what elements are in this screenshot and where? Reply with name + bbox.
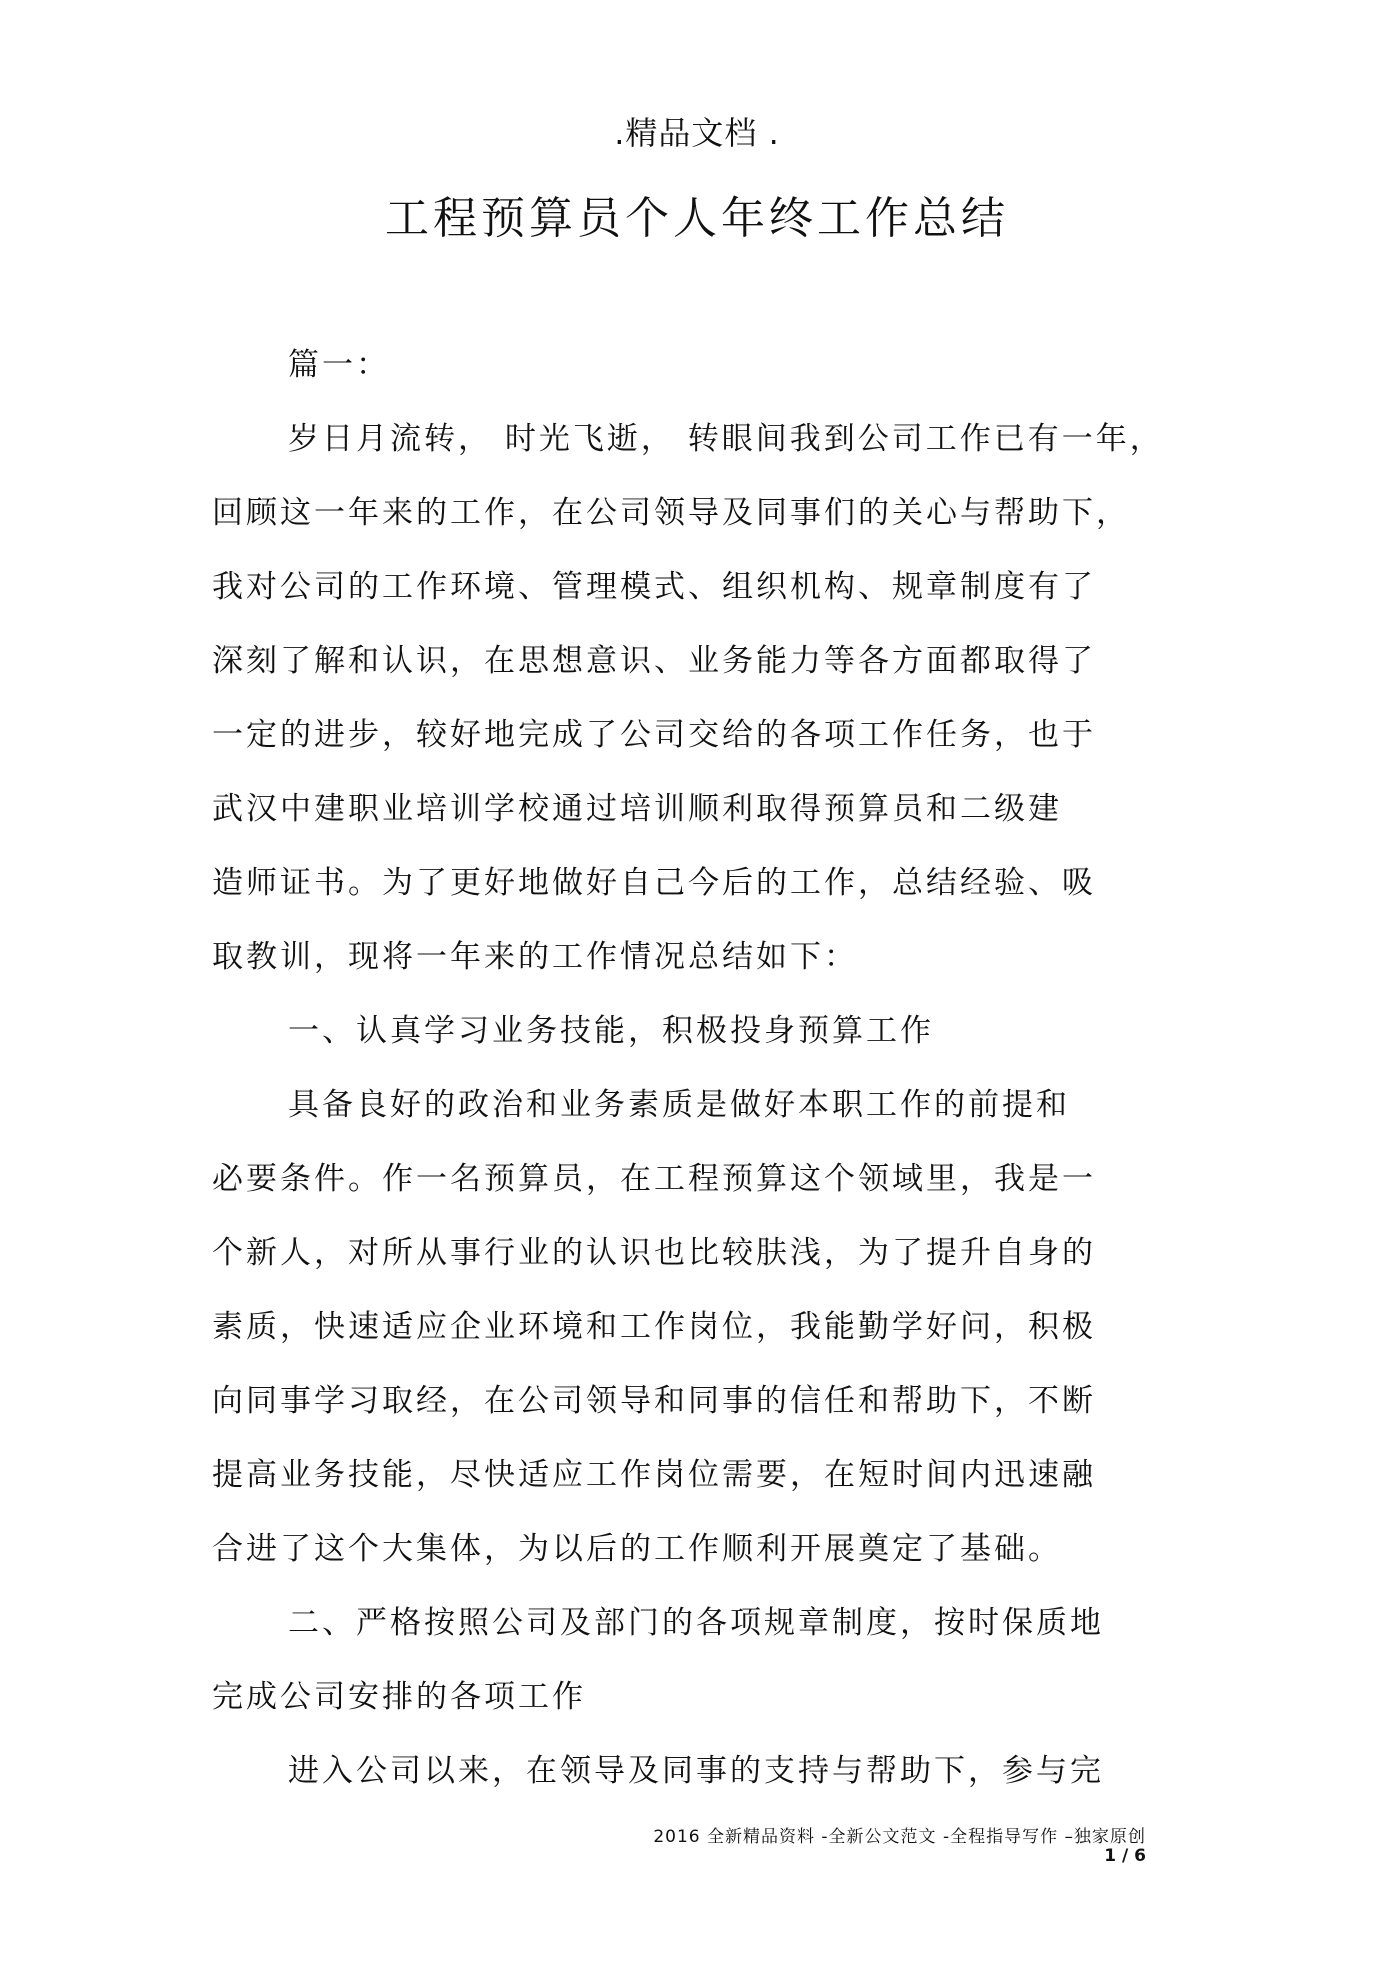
document-header: .精品文档 . (614, 114, 780, 152)
body-line: 取教训，现将一年来的工作情况总结如下： (212, 939, 858, 975)
body-line: 合进了这个大集体，为以后的工作顺利开展奠定了基础。 (212, 1531, 1062, 1567)
body-line: 一、认真学习业务技能，积极投身预算工作 (288, 1013, 934, 1049)
body-line: 个新人，对所从事行业的认识也比较肤浅，为了提升自身的 (212, 1235, 1096, 1271)
page-number: 1 / 6 (1104, 1846, 1146, 1866)
body-line: 素质，快速适应企业环境和工作岗位，我能勤学好问，积极 (212, 1309, 1096, 1345)
body-line: 深刻了解和认识，在思想意识、业务能力等各方面都取得了 (212, 643, 1096, 679)
body-line: 篇一： (288, 347, 390, 383)
body-line: 二、严格按照公司及部门的各项规章制度，按时保质地 (288, 1605, 1104, 1641)
body-line: 一定的进步，较好地完成了公司交给的各项工作任务，也于 (212, 717, 1096, 753)
document-body (212, 328, 1164, 1808)
body-line: 造师证书。为了更好地做好自己今后的工作，总结经验、吸 (212, 865, 1096, 901)
body-line: 岁日月流转， 时光飞逝， 转眼间我到公司工作已有一年， (288, 421, 1164, 457)
body-line: 向同事学习取经，在公司领导和同事的信任和帮助下，不断 (212, 1383, 1096, 1419)
body-line: 进入公司以来，在领导及同事的支持与帮助下，参与完 (288, 1753, 1104, 1789)
body-line: 武汉中建职业培训学校通过培训顺利取得预算员和二级建 (212, 791, 1062, 827)
body-line: 必要条件。作一名预算员，在工程预算这个领域里，我是一 (212, 1161, 1096, 1197)
body-line: 我对公司的工作环境、管理模式、组织机构、规章制度有了 (212, 569, 1096, 605)
document-title: 工程预算员个人年终工作总结 (385, 193, 1009, 244)
body-line: 回顾这一年来的工作，在公司领导及同事们的关心与帮助下， (212, 495, 1130, 531)
body-line: 完成公司安排的各项工作 (212, 1679, 586, 1715)
body-line: 提高业务技能，尽快适应工作岗位需要，在短时间内迅速融 (212, 1457, 1096, 1493)
body-line: 具备良好的政治和业务素质是做好本职工作的前提和 (288, 1087, 1070, 1123)
document-footer: 2016 全新精品资料 -全新公文范文 -全程指导写作 –独家原创 (653, 1827, 1146, 1847)
